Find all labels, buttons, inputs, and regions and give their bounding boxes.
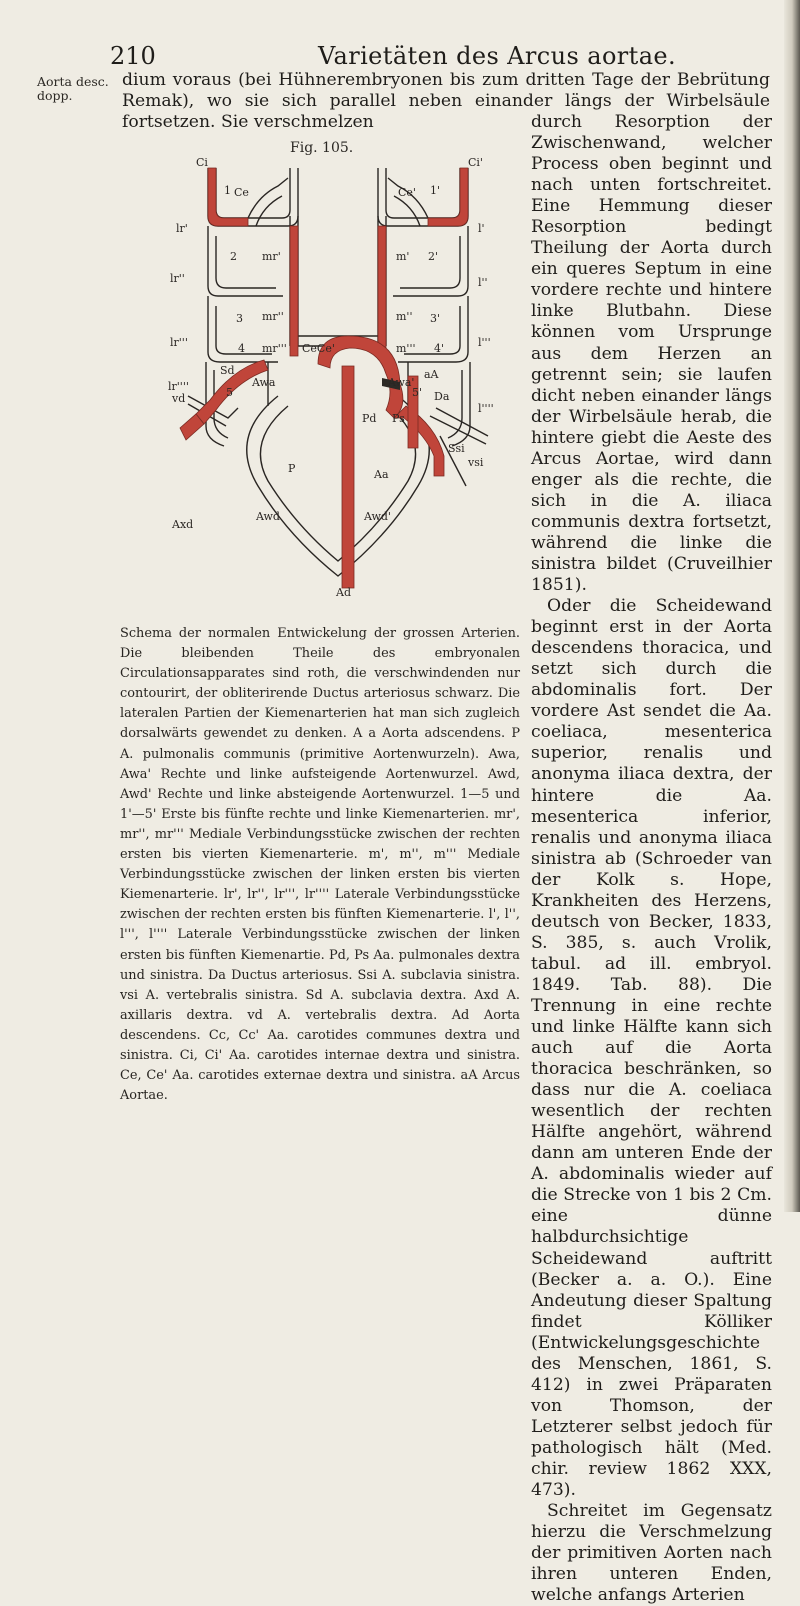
label-4: 4 [238, 342, 245, 355]
label-ssi: Ssi [448, 442, 465, 455]
intro-text: dium voraus (bei Hühnerembryonen bis zum dritten Tage der Bebrütung Remak), wo sie sich parallel neben einander längs der Wirbelsäule fortsetzen. Sie verschmelzen [122, 70, 770, 132]
margin-note: Aorta desc. dopp. [37, 74, 109, 103]
label-l3: l''' [478, 336, 491, 349]
label-5: 5 [226, 386, 233, 399]
label-2: 2 [230, 250, 237, 263]
right-column-text [531, 112, 772, 1606]
label-mr3: mr''' [262, 342, 287, 355]
label-m1: m' [396, 250, 410, 263]
label-ce-left: Ce [234, 186, 249, 199]
arterial-schema-diagram [168, 156, 508, 596]
paragraph-3: Schreitet im Gegensatz hierzu die Verschmelzung der primitiven Aorten nach ihren unteren Enden, welche anfangs Arterien [531, 1501, 772, 1606]
figure-label: Fig. 105. [290, 140, 354, 156]
page-header [0, 30, 780, 70]
label-vsi: vsi [468, 456, 484, 469]
label-m2: m'' [396, 310, 413, 323]
label-mr1: mr' [262, 250, 281, 263]
label-lr3: lr''' [170, 336, 188, 349]
label-ce-right: Ce' [398, 186, 416, 199]
label-awa-p: Awa' [388, 376, 415, 389]
label-3p: 3' [430, 312, 441, 325]
caption-text: Schema der normalen Entwickelung der grossen Arterien. Die bleibenden Theile des embryonalen Circulationsapparates sind roth, die verschwindenden nur contourirt, der obliterirende Ductus arteriosus schwarz. Die lateralen Partien der Kiemenarterien hat man sich zugleich dorsalwärts gewendet zu denken. A a Aorta adscendens. P A. pulmonalis communis (primitive Aortenwurzeln). Awa, Awa' Rechte und linke aufsteigende Aortenwurzel. Awd, Awd' Rechte und linke absteigende Aortenwurzel. 1—5 und 1'—5' Erste bis fünfte rechte und linke Kiemenarterien. mr', mr'', mr''' Mediale Verbindungsstücke zwischen der rechten ersten bis vierten Kiemenarterie. m', m'', m''' Mediale Verbindungsstücke zwischen der linken ersten bis vierten Kiemenarterie. lr', lr'', lr''', lr'''' Laterale Verbindungsstücke zwischen der rechten ersten bis fünften Kiemenarterie. l', l'', l''', l'''' Laterale Verbindungsstücke zwischen der linken ersten bis fünften Kiemenartie. Pd, Ps Aa. pulmonales dextra und sinistra. Da Ductus arteriosus. Ssi A. subclavia sinistra. vsi A. vertebralis sinistra. Sd A. subclavia dextra. Axd A. axillaris dextra. vd A. vertebralis dextra. Ad Aorta descendens. Cc, Cc' Aa. carotides communes dextra und sinistra. Ci, Ci' Aa. carotides internae dextra und sinistra. Ce, Ce' Aa. carotides externae dextra und sinistra. aA Arcus Aortae. [120, 626, 520, 1104]
label-da: Da [434, 390, 450, 403]
label-4p: 4' [434, 342, 445, 355]
label-1p: 1' [430, 184, 441, 197]
label-lr1: lr' [176, 222, 188, 235]
label-lr4: lr'''' [168, 380, 189, 393]
label-5p: 5' [412, 386, 423, 399]
page-number: 210 [110, 42, 156, 70]
label-ps: Ps [392, 412, 405, 425]
label-axd: Axd [172, 518, 194, 531]
label-l4: l'''' [478, 402, 494, 415]
label-awa: Awa [252, 376, 276, 389]
figure-aortic-arch-schema [168, 156, 508, 596]
label-awd-p: Awd' [364, 510, 391, 523]
label-cece: CeCe' [302, 342, 335, 355]
label-mr2: mr'' [262, 310, 284, 323]
label-l2: l'' [478, 276, 488, 289]
page-edge [784, 0, 800, 1212]
label-vd: vd [172, 392, 186, 405]
label-ad: Ad [336, 586, 351, 596]
label-3: 3 [236, 312, 243, 325]
label-m3: m''' [396, 342, 416, 355]
paragraph-1: durch Resorption der Zwischenwand, welcher Process oben beginnt und nach unten fortschreitet. Eine Hemmung dieser Resorption bedingt Theilung der Aorta durch ein queres Septum in eine vordere rechte und hintere linke Blutbahn. Diese können vom Ursprunge aus dem Herzen an getrennt sein; sie laufen dicht neben einander längs der Wirbelsäule herab, die hintere giebt die Aeste des Arcus Aortae, wird dann enger als die rechte, die sich in die A. iliaca communis dextra fortsetzt, während die linke die sinistra bildet (Cruveilhier 1851). [531, 112, 772, 596]
label-l1: l' [478, 222, 485, 235]
label-lr2: lr'' [170, 272, 185, 285]
label-1: 1 [224, 184, 231, 197]
label-2p: 2' [428, 250, 439, 263]
figure-caption [120, 624, 520, 1106]
running-title: Varietäten des Arcus aortae. [318, 42, 677, 70]
label-aa-lower: Aa [374, 468, 389, 481]
label-pd: Pd [362, 412, 377, 425]
label-awd: Awd [256, 510, 280, 523]
label-ci-left: Ci [196, 156, 208, 169]
label-ci-right: Ci' [468, 156, 483, 169]
label-aa: aA [424, 368, 439, 381]
label-sd: Sd [220, 364, 235, 377]
paragraph-2: Oder die Scheidewand beginnt erst in der Aorta descendens thoracica, und setzt sich durch die abdominalis fort. Der vordere Ast sendet die Aa. coeliaca, mesenterica superior, renalis und anonyma iliaca dextra, der hintere die Aa. mesenterica inferior, renalis und anonyma iliaca sinistra ab (Schroeder van der Kolk s. Hope, Krankheiten des Herzens, deutsch von Becker, 1833, S. 385, s. auch Vrolik, tabul. ad ill. embryol. 1849. Tab. 88). Die Trennung in eine rechte und linke Hälfte kann sich auch auf die Aorta thoracica beschränken, so dass nur die A. coeliaca wesentlich der rechten Hälfte angehört, während dann am unteren Ende der A. abdominalis wieder auf die Strecke von 1 bis 2 Cm. eine dünne halbdurchsichtige Scheidewand auftritt (Becker a. a. O.). Eine Andeutung dieser Spaltung findet Kölliker (Entwickelungsgeschichte des Menschen, 1861, S. 412) in zwei Präparaten von Thomson, der Letzterer selbst jedoch für pathologisch hält (Med. chir. review 1862 XXX, 473). [531, 596, 772, 1501]
label-p: P [288, 462, 296, 475]
